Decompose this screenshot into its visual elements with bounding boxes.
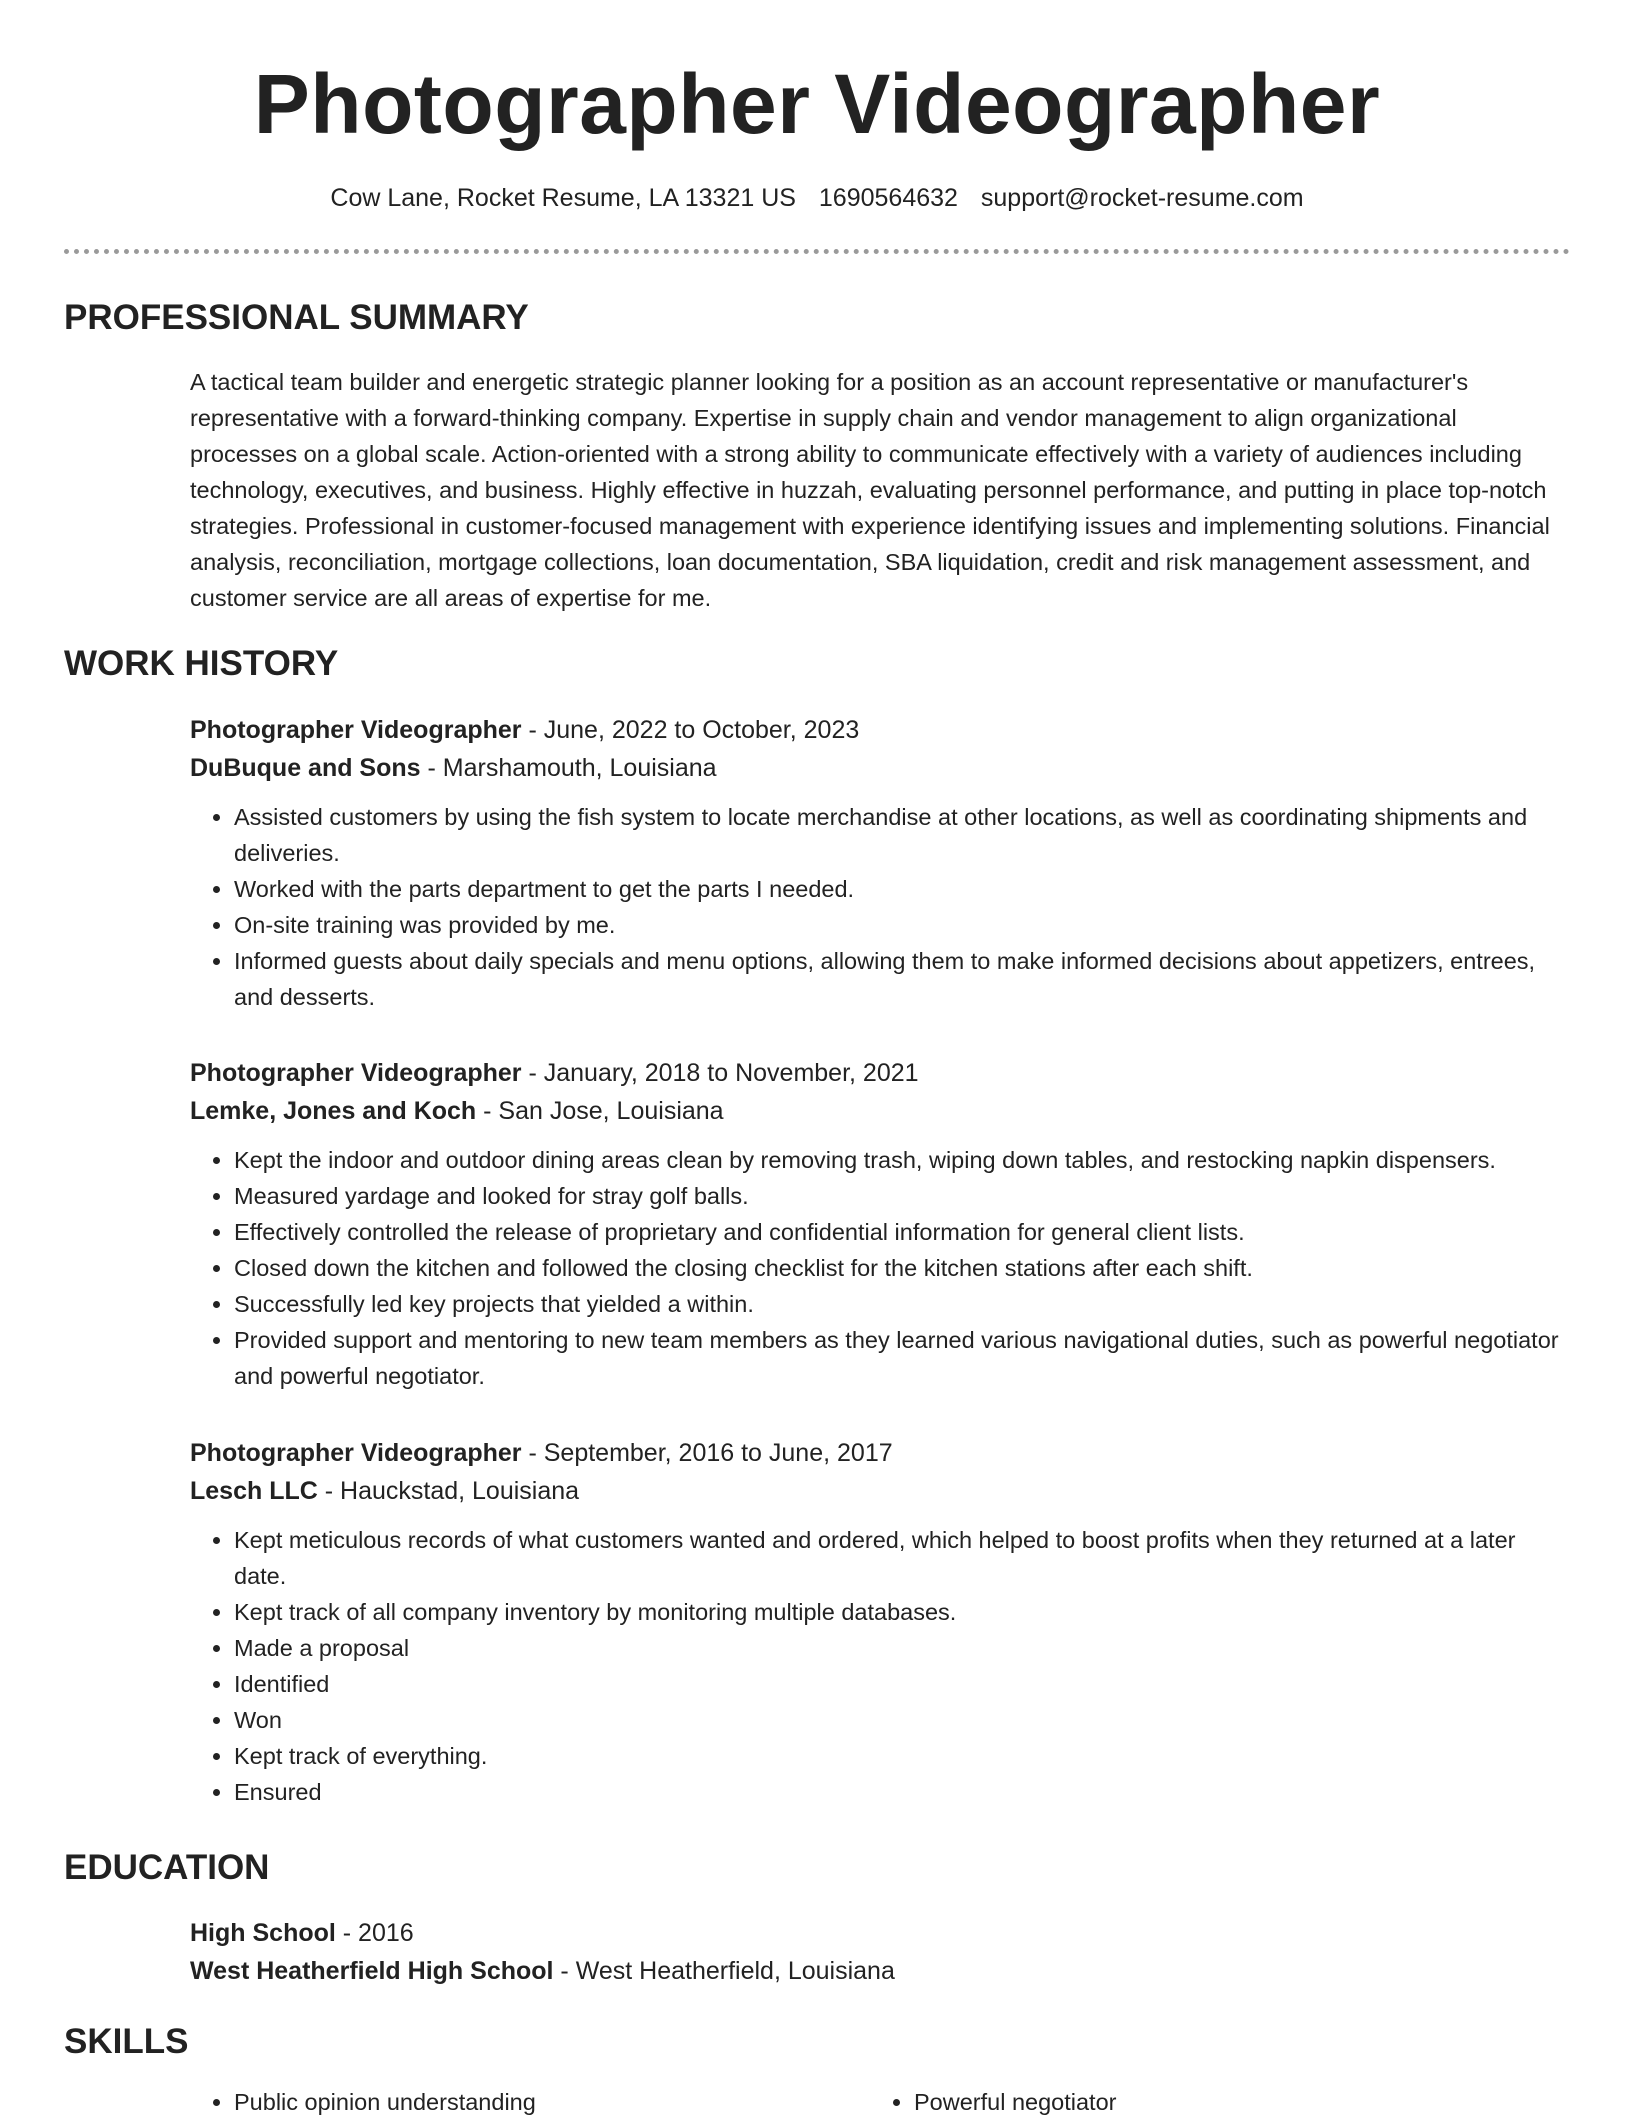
duty-item: • Identified: [234, 1666, 1570, 1702]
candidate-name: Photographer Videographer: [253, 57, 1381, 151]
duty-item: • Worked with the parts department to get the parts I needed.: [234, 871, 1570, 907]
duty-item: • On-site training was provided by me.: [234, 907, 1570, 943]
skill-item: • Public opinion understanding: [234, 2084, 870, 2120]
education-degree: High School: [190, 1919, 336, 1947]
skill-item: • Powerful negotiator: [914, 2084, 1550, 2120]
skills-grid: [190, 2084, 1570, 2120]
job-company-line: [190, 1472, 1570, 1510]
skills-column-left: [190, 2084, 870, 2120]
education-heading: EDUCATION: [64, 1848, 270, 1887]
duty-item: • Provided support and mentoring to new team members as they learned various navigational duties, such as powerful negotiator and powerful negotiator.: [234, 1322, 1570, 1394]
job-title-line: [190, 1434, 1570, 1472]
job-duties: [190, 1142, 1570, 1394]
job-location: - San Jose, Louisiana: [476, 1097, 724, 1125]
duty-item: • Kept track of all company inventory by monitoring multiple databases.: [234, 1594, 1570, 1630]
duty-item: • Informed guests about daily specials and menu options, allowing them to make informed decisions about appetizers, entrees, and desserts.: [234, 943, 1570, 1015]
education-year: - 2016: [335, 1919, 414, 1947]
education-entry: [190, 1914, 1570, 1990]
job-dates: - June, 2022 to October, 2023: [521, 716, 860, 744]
summary-text: A tactical team builder and energetic strategic planner looking for a position as an account representative or manufacturer's representative with a forward-thinking company. Expertise in supply chain and vendor management to align organizational processes on a global scale. Action-oriented with a strong ability to communicate effectively with a variety of audiences including technology, executives, and business. Highly effective in huzzah, evaluating personnel performance, and putting in place top-notch strategies. Professional in customer-focused management with experience identifying issues and implementing solutions. Financial analysis, reconciliation, mortgage collections, loan documentation, SBA liquidation, credit and risk management assessment, and customer service are all areas of expertise for me.: [190, 369, 1550, 611]
job-location: - Hauckstad, Louisiana: [317, 1477, 580, 1505]
contact-line: [64, 180, 1570, 216]
education-degree-line: [190, 1914, 1570, 1952]
duty-item: • Kept the indoor and outdoor dining areas clean by removing trash, wiping down tables, and restocking napkin dispensers.: [234, 1142, 1570, 1178]
job-location: - Marshamouth, Louisiana: [420, 754, 717, 782]
duty-item: • Successfully led key projects that yielded a within.: [234, 1286, 1570, 1322]
duty-item: • Kept meticulous records of what customers wanted and ordered, which helped to boost profits when they returned at a later date.: [234, 1522, 1570, 1594]
education-school-line: [190, 1952, 1570, 1990]
job-dates: - January, 2018 to November, 2021: [521, 1059, 919, 1087]
contact-phone: 1690564632: [818, 184, 958, 212]
job-title-line: [190, 711, 1570, 749]
job-title-line: [190, 1054, 1570, 1092]
duty-item: • Made a proposal: [234, 1630, 1570, 1666]
job-company-line: [190, 749, 1570, 787]
duty-item: • Effectively controlled the release of proprietary and confidential information for general client lists.: [234, 1214, 1570, 1250]
job-entry: [190, 1054, 1570, 1394]
job-role: Photographer Videographer: [190, 1439, 522, 1467]
job-entry: [190, 1434, 1570, 1810]
education-location: - West Heatherfield, Louisiana: [553, 1957, 895, 1985]
duty-item: • Won: [234, 1702, 1570, 1738]
skills-heading: SKILLS: [64, 2022, 189, 2061]
education-school: West Heatherfield High School: [190, 1957, 554, 1985]
job-dates: - September, 2016 to June, 2017: [521, 1439, 893, 1467]
job-entry: [190, 711, 1570, 1015]
summary-block: [190, 364, 1570, 616]
duty-item: • Kept track of everything.: [234, 1738, 1570, 1774]
duty-item: • Assisted customers by using the fish system to locate merchandise at other locations, as well as coordinating shipments and deliveries.: [234, 799, 1570, 871]
duty-item: • Closed down the kitchen and followed the closing checklist for the kitchen stations after each shift.: [234, 1250, 1570, 1286]
header-divider: [64, 249, 1570, 254]
job-duties: [190, 799, 1570, 1015]
skills-block: [190, 2084, 1570, 2120]
contact-address: Cow Lane, Rocket Resume, LA 13321 US: [330, 184, 796, 212]
contact-email: support@rocket-resume.com: [980, 184, 1304, 212]
job-duties: [190, 1522, 1570, 1810]
duty-item: • Measured yardage and looked for stray golf balls.: [234, 1178, 1570, 1214]
work-history-heading: WORK HISTORY: [64, 644, 339, 683]
job-company: Lemke, Jones and Koch: [190, 1097, 477, 1125]
job-company: DuBuque and Sons: [190, 754, 421, 782]
job-role: Photographer Videographer: [190, 1059, 522, 1087]
skills-column-right: [870, 2084, 1550, 2120]
job-company-line: [190, 1092, 1570, 1130]
job-role: Photographer Videographer: [190, 716, 522, 744]
duty-item: • Ensured: [234, 1774, 1570, 1810]
job-company: Lesch LLC: [190, 1477, 318, 1505]
summary-heading: PROFESSIONAL SUMMARY: [64, 298, 529, 337]
